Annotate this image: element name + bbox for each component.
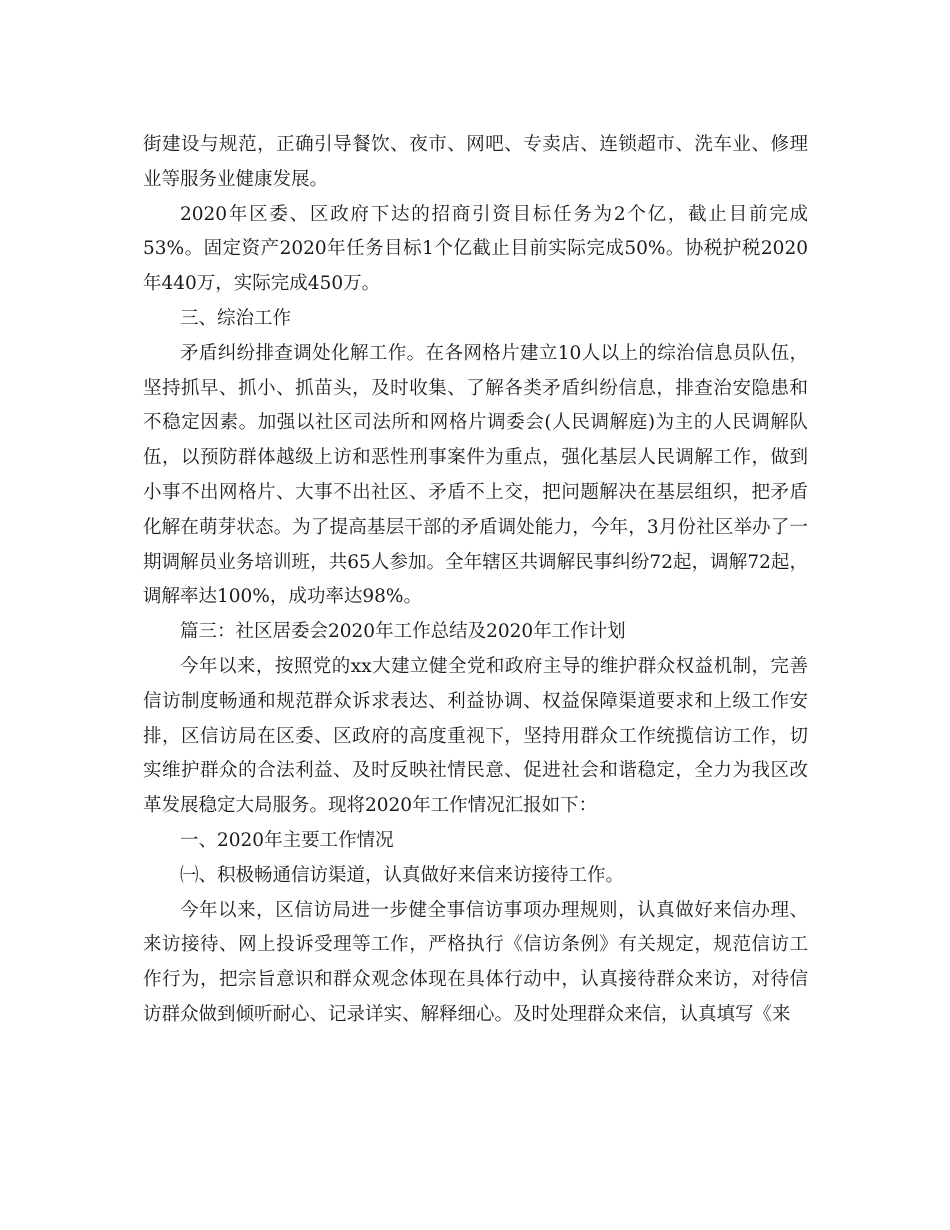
paragraph: 矛盾纠纷排查调处化解工作。在各网格片建立10人以上的综治信息员队伍，坚持抓早、抓小、抓苗头，及时收集、了解各类矛盾纠纷信息，排查治安隐患和不稳定因素。加强以社区司法所和网格片调委会(人民调解庭)为主的人民调解队伍，以预防群体越级上访和恶性刑事案件为重点，强化基层人民调解工作，做到小事不出网格片、大事不出社区、矛盾不上交，把问题解决在基层组织，把矛盾化解在萌芽状态。为了提高基层干部的矛盾调处能力，今年，3月份社区举办了一期调解员业务培训班，共65人参加。全年辖区共调解民事纠纷72起，调解72起，调解率达100%，成功率达98%。 [143,342,808,608]
paragraph: 今年以来，区信访局进一步健全事信访事项办理规则，认真做好来信办理、来访接待、网上投诉受理等工作，严格执行《信访条例》有关规定，规范信访工作行为，把宗旨意识和群众观念体现在具体行动中，认真接待群众来访，对待信访群众做到倾听耐心、记录详实、解释细心。及时处理群众来信，认真填写《来 [143,899,808,1025]
paragraph: 今年以来，按照党的xx大建立健全党和政府主导的维护群众权益机制，完善信访制度畅通和规范群众诉求表达、利益协调、权益保障渠道要求和上级工作安排，区信访局在区委、区政府的高度重视下，坚持用群众工作统揽信访工作，切实维护群众的合法利益、及时反映社情民意、促进社会和谐稳定，全力为我区改革发展稳定大局服务。现将2020年工作情况汇报如下： [143,655,808,817]
paragraph: 街建设与规范，正确引导餐饮、夜市、网吧、专卖店、连锁超市、洗车业、修理业等服务业健康发展。 [143,134,808,190]
section-heading: 三、综治工作 [180,307,292,329]
paragraph: 2020年区委、区政府下达的招商引资目标任务为2个亿，截止目前完成53%。固定资产2020年任务目标1个亿截止目前实际完成50%。协税护税2020年440万，实际完成450万。 [143,203,808,295]
chapter-heading: 篇三：社区居委会2020年工作总结及2020年工作计划 [180,621,626,643]
document-body [143,128,808,1033]
subsection-heading: ㈠、积极畅通信访渠道，认真做好来信来访接待工作。 [180,864,625,886]
section-heading: 一、2020年主要工作情况 [180,829,394,851]
